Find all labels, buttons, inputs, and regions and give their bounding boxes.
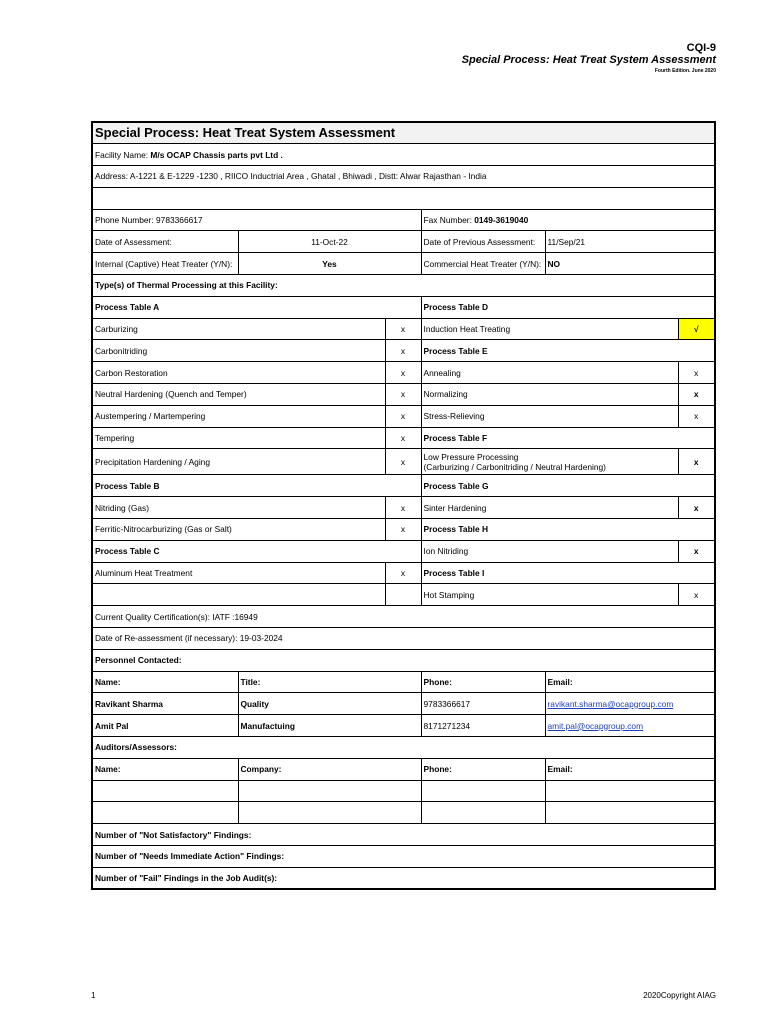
phone-value: 9783366617 (156, 215, 203, 226)
commercial-value: NO (545, 253, 715, 275)
personnel-email-cell (545, 693, 715, 715)
personnel-col-title: Title: (238, 671, 421, 693)
process-mark: x (385, 562, 421, 584)
process-mark: x (385, 318, 421, 340)
process-mark: x (385, 340, 421, 362)
process-mark: x (678, 384, 715, 406)
personnel-title: Manufactuing (238, 715, 421, 737)
captive-value: Yes (238, 253, 421, 275)
process-precipitation: Precipitation Hardening / Aging (92, 449, 385, 475)
personnel-email-cell (545, 715, 715, 737)
form-title: Special Process: Heat Treat System Assessment (92, 122, 715, 144)
fail-findings: Number of "Fail" Findings in the Job Audit(s): (92, 867, 715, 889)
phone-cell (92, 209, 421, 231)
fax-label: Fax Number: (423, 215, 472, 226)
process-mark: x (678, 405, 715, 427)
personnel-email-link[interactable]: amit.pal@ocapgroup.com (547, 720, 644, 731)
process-neutral-hardening: Neutral Hardening (Quench and Temper) (92, 384, 385, 406)
blank-row (92, 187, 715, 209)
thermal-processing-heading: Type(s) of Thermal Processing at this Facility: (92, 275, 715, 297)
process-mark: x (385, 384, 421, 406)
process-mark: x (678, 497, 715, 519)
captive-label: Internal (Captive) Heat Treater (Y/N): (92, 253, 238, 275)
personnel-name: Ravikant Sharma (92, 693, 238, 715)
process-mark: x (678, 362, 715, 384)
process-mark: x (385, 362, 421, 384)
process-mark: x (385, 497, 421, 519)
personnel-col-phone: Phone: (421, 671, 545, 693)
auditors-col-company: Company: (238, 758, 421, 780)
auditor-name-empty (92, 802, 238, 824)
process-hot-stamping: Hot Stamping (421, 584, 678, 606)
process-carbonitriding: Carbonitriding (92, 340, 385, 362)
facility-label: Facility Name: (95, 149, 149, 160)
process-austempering: Austempering / Martempering (92, 405, 385, 427)
process-table-g-heading: Process Table G (421, 475, 715, 497)
personnel-phone: 8171271234 (421, 715, 545, 737)
process-mark: x (385, 427, 421, 449)
empty-cell (92, 584, 385, 606)
facility-name-cell (92, 144, 715, 166)
process-table-d-heading: Process Table D (421, 296, 715, 318)
process-aluminum: Aluminum Heat Treatment (92, 562, 385, 584)
auditors-heading: Auditors/Assessors: (92, 737, 715, 759)
personnel-col-name: Name: (92, 671, 238, 693)
process-table-e-heading: Process Table E (421, 340, 715, 362)
process-table-b-heading: Process Table B (92, 475, 421, 497)
auditor-company-empty (238, 802, 421, 824)
auditor-email-empty (545, 780, 715, 802)
document-subtitle: Special Process: Heat Treat System Assessment (461, 54, 716, 66)
assessment-date-value: 11-Oct-22 (238, 231, 421, 253)
check-mark: √ (678, 318, 715, 340)
process-mark: x (385, 449, 421, 475)
process-carbon-restoration: Carbon Restoration (92, 362, 385, 384)
commercial-label: Commercial Heat Treater (Y/N): (421, 253, 545, 275)
process-mark: x (678, 449, 715, 475)
auditors-col-phone: Phone: (421, 758, 545, 780)
document-edition: Fourth Edition, June 2020 (654, 68, 716, 72)
fax-value: 0149-3619040 (474, 215, 529, 226)
facility-value: M/s OCAP Chassis parts pvt Ltd . (150, 149, 283, 160)
fax-cell (421, 209, 715, 231)
certification: Current Quality Certification(s): IATF :16949 (92, 606, 715, 628)
auditor-company-empty (238, 780, 421, 802)
auditors-col-email: Email: (545, 758, 715, 780)
process-mark: x (385, 405, 421, 427)
process-sinter-hardening: Sinter Hardening (421, 497, 678, 519)
reassessment-date: Date of Re-assessment (if necessary): 19-03-2024 (92, 628, 715, 650)
auditor-name-empty (92, 780, 238, 802)
process-carburizing: Carburizing (92, 318, 385, 340)
personnel-name: Amit Pal (92, 715, 238, 737)
previous-date-label: Date of Previous Assessment: (421, 231, 545, 253)
personnel-title: Quality (238, 693, 421, 715)
low-pressure-line1: Low Pressure Processing (423, 451, 519, 462)
process-stress-relieving: Stress-Relieving (421, 405, 678, 427)
auditor-phone-empty (421, 780, 545, 802)
assessment-form (91, 121, 716, 890)
page-number: 1 (91, 991, 96, 1000)
auditor-email-empty (545, 802, 715, 824)
auditor-phone-empty (421, 802, 545, 824)
process-normalizing: Normalizing (421, 384, 678, 406)
not-satisfactory-findings: Number of "Not Satisfactory" Findings: (92, 824, 715, 846)
address: Address: A-1221 & E-1229 -1230 , RIICO Inductrial Area , Ghatal , Bhiwadi , Distt: Alwar Rajasthan - India (92, 166, 715, 188)
personnel-email-link[interactable]: ravikant.sharma@ocapgroup.com (547, 698, 674, 709)
process-low-pressure (421, 449, 678, 475)
process-mark: x (678, 584, 715, 606)
process-mark: x (678, 540, 715, 562)
process-table-i-heading: Process Table I (421, 562, 715, 584)
process-table-f-heading: Process Table F (421, 427, 715, 449)
process-table-h-heading: Process Table H (421, 519, 715, 541)
process-nitriding: Nitriding (Gas) (92, 497, 385, 519)
process-table-c-heading: Process Table C (92, 540, 421, 562)
process-tempering: Tempering (92, 427, 385, 449)
auditors-col-name: Name: (92, 758, 238, 780)
low-pressure-line2: (Carburizing / Carbonitriding / Neutral Hardening) (423, 461, 606, 472)
assessment-date-label: Date of Assessment: (92, 231, 238, 253)
process-mark: x (385, 519, 421, 541)
document-code: CQI-9 (686, 42, 716, 54)
process-ferritic: Ferritic-Nitrocarburizing (Gas or Salt) (92, 519, 385, 541)
personnel-phone: 9783366617 (421, 693, 545, 715)
immediate-action-findings: Number of "Needs Immediate Action" Findings: (92, 846, 715, 868)
process-table-a-heading: Process Table A (92, 296, 421, 318)
process-induction: Induction Heat Treating (421, 318, 678, 340)
process-ion-nitriding: Ion Nitriding (421, 540, 678, 562)
phone-label: Phone Number: (95, 215, 154, 226)
previous-date-value: 11/Sep/21 (545, 231, 715, 253)
personnel-heading: Personnel Contacted: (92, 649, 715, 671)
personnel-col-email: Email: (545, 671, 715, 693)
copyright: 2020Copyright AIAG (643, 991, 716, 1000)
process-annealing: Annealing (421, 362, 678, 384)
empty-cell (385, 584, 421, 606)
